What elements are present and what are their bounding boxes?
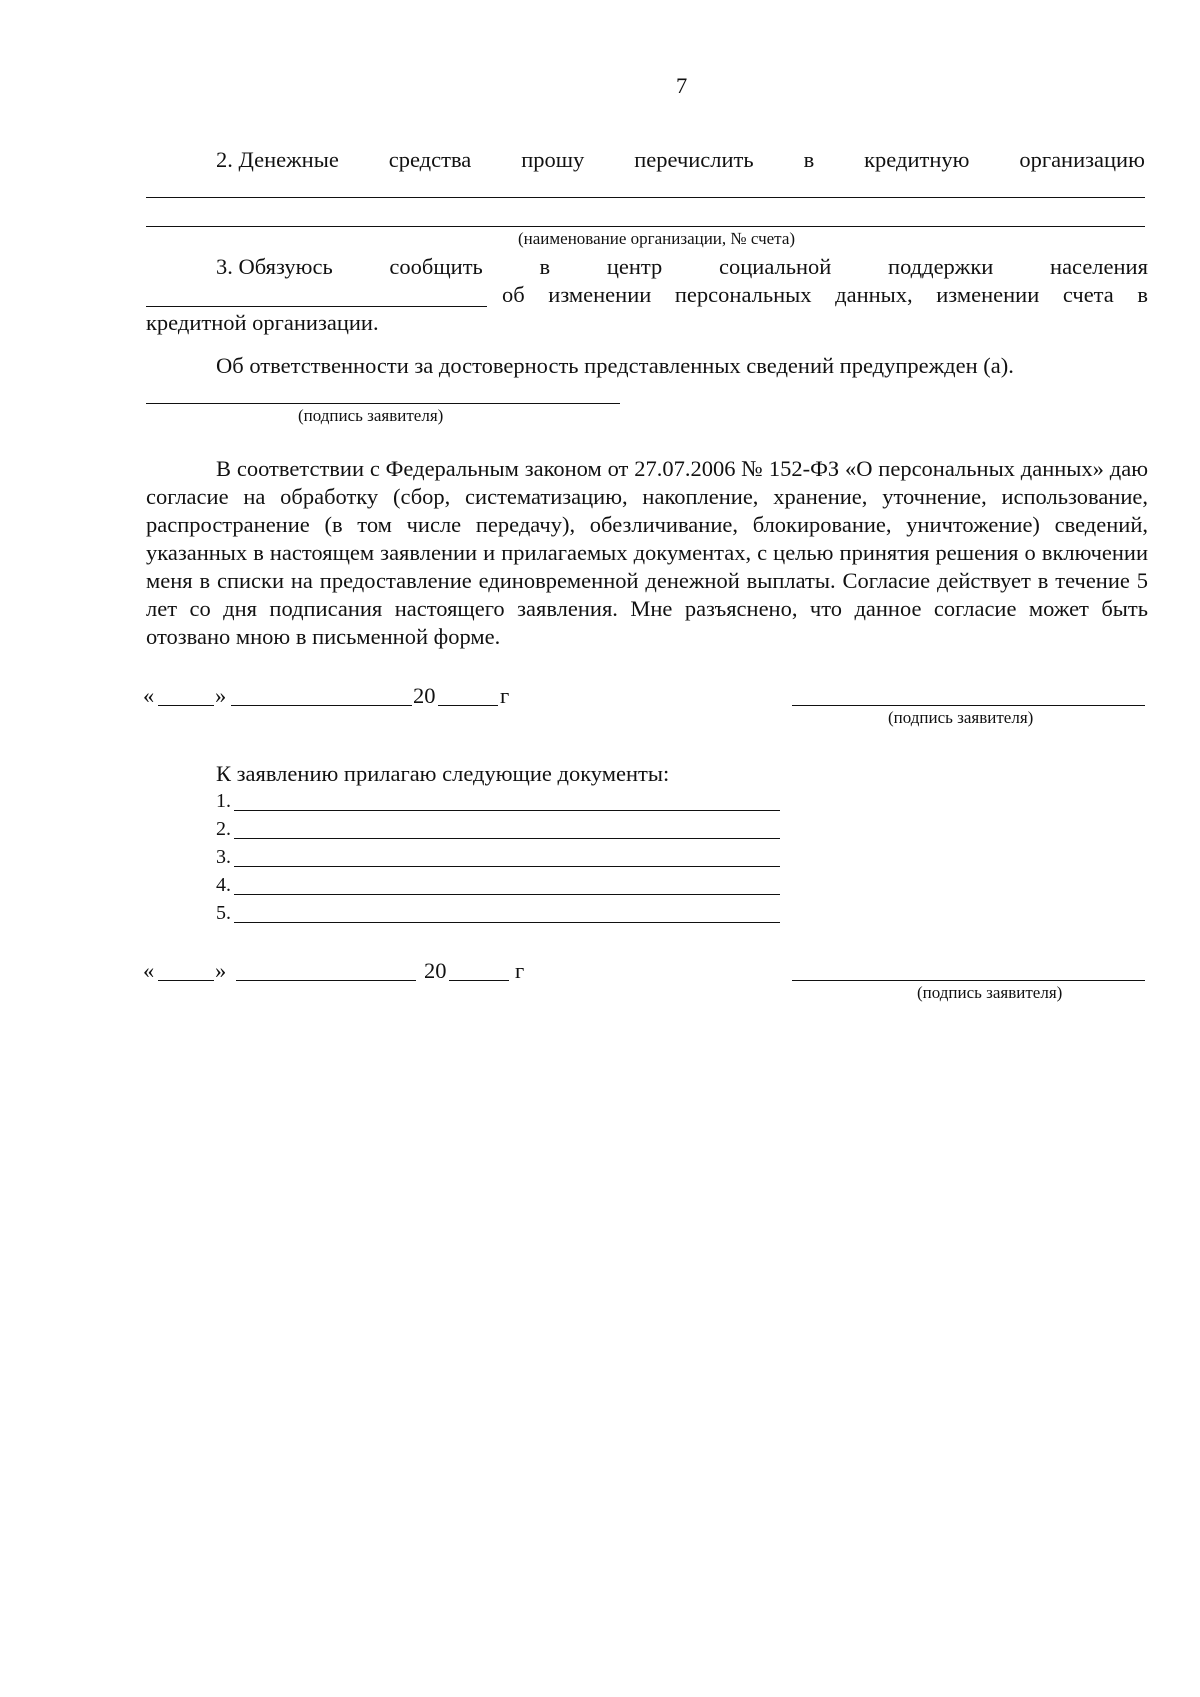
consent-paragraph: В соответствии с Федеральным законом от 27.07.2006 № 152-ФЗ «О персональных данных» даю согласие на обработку (сбор, систематизацию, накопление, хранение, уточнение, использование, распространение (в том числе передачу), обезличивание, блокирование, уничтожение) сведений, указанных в настоящем заявлении и прилагаемых документах, с целью принятия решения о включении меня в списки на предоставление единовременной денежной выплаты. Согласие действует в течение 5 лет со дня подписания настоящего заявления. Мне разъяснено, что данное согласие может быть отозвано мною в письменной форме.	[146, 456, 1148, 649]
item-2-word: в	[803, 147, 815, 172]
date-close-quote: »	[215, 958, 227, 983]
page-number: 7	[676, 73, 688, 98]
attachments-heading: К заявлению прилагаю следующие документы:	[216, 761, 670, 786]
month-field-line-2[interactable]	[236, 980, 416, 981]
attachment-number: 5.	[216, 902, 231, 924]
year-field-line-2[interactable]	[449, 980, 509, 981]
date-close-quote: »	[215, 683, 227, 708]
day-field-line-1[interactable]	[158, 705, 214, 706]
item-3-word: поддержки	[888, 254, 994, 279]
bank-name-field-line-2[interactable]	[146, 226, 1145, 227]
item-2-word: организацию	[1019, 147, 1145, 172]
item-2-word: кредитную	[864, 147, 970, 172]
item-3-word: 3. Обязуюсь	[216, 254, 333, 279]
item-3-line-1	[216, 253, 1148, 281]
signature-field-line-2[interactable]	[792, 705, 1145, 706]
item-2-word: 2. Денежные	[216, 147, 339, 172]
year-prefix: 20	[424, 958, 447, 983]
year-prefix: 20	[413, 683, 436, 708]
bank-name-field-line-1[interactable]	[146, 197, 1145, 198]
attachment-field-line[interactable]	[234, 922, 780, 923]
day-field-line-2[interactable]	[158, 980, 214, 981]
year-field-line-1[interactable]	[438, 705, 498, 706]
attachment-number: 3.	[216, 846, 231, 868]
attachment-field-line[interactable]	[234, 894, 780, 895]
item-3-word: социальной	[719, 254, 832, 279]
month-field-line-1[interactable]	[231, 705, 412, 706]
attachment-field-line[interactable]	[234, 810, 780, 811]
signature-caption-2: (подпись заявителя)	[888, 708, 1034, 727]
date-open-quote: «	[143, 958, 155, 983]
signature-caption-1: (подпись заявителя)	[298, 406, 444, 425]
item-3-line-2: об изменении персональных данных, изменении счета в	[502, 282, 1148, 307]
support-center-field-line[interactable]	[146, 306, 487, 307]
item-3-word: населения	[1050, 254, 1148, 279]
item-3-word: сообщить	[389, 254, 483, 279]
year-suffix: г	[515, 958, 525, 983]
responsibility-statement: Об ответственности за достоверность представленных сведений предупрежден (а).	[216, 353, 1014, 378]
signature-field-line-1[interactable]	[146, 403, 620, 404]
item-2-word: средства	[388, 147, 472, 172]
attachment-number: 1.	[216, 790, 231, 812]
signature-caption-3: (подпись заявителя)	[917, 983, 1063, 1002]
year-suffix: г	[500, 683, 510, 708]
item-3-line-3: кредитной организации.	[146, 310, 379, 335]
date-open-quote: «	[143, 683, 155, 708]
bank-name-caption: (наименование организации, № счета)	[518, 229, 796, 248]
item-2-line	[216, 146, 1145, 174]
item-3-word: центр	[606, 254, 663, 279]
attachment-number: 4.	[216, 874, 231, 896]
attachment-field-line[interactable]	[234, 866, 780, 867]
item-3-word: в	[539, 254, 551, 279]
attachment-number: 2.	[216, 818, 231, 840]
attachment-field-line[interactable]	[234, 838, 780, 839]
item-2-word: прошу	[521, 147, 585, 172]
signature-field-line-3[interactable]	[792, 980, 1145, 981]
item-2-word: перечислить	[634, 147, 754, 172]
